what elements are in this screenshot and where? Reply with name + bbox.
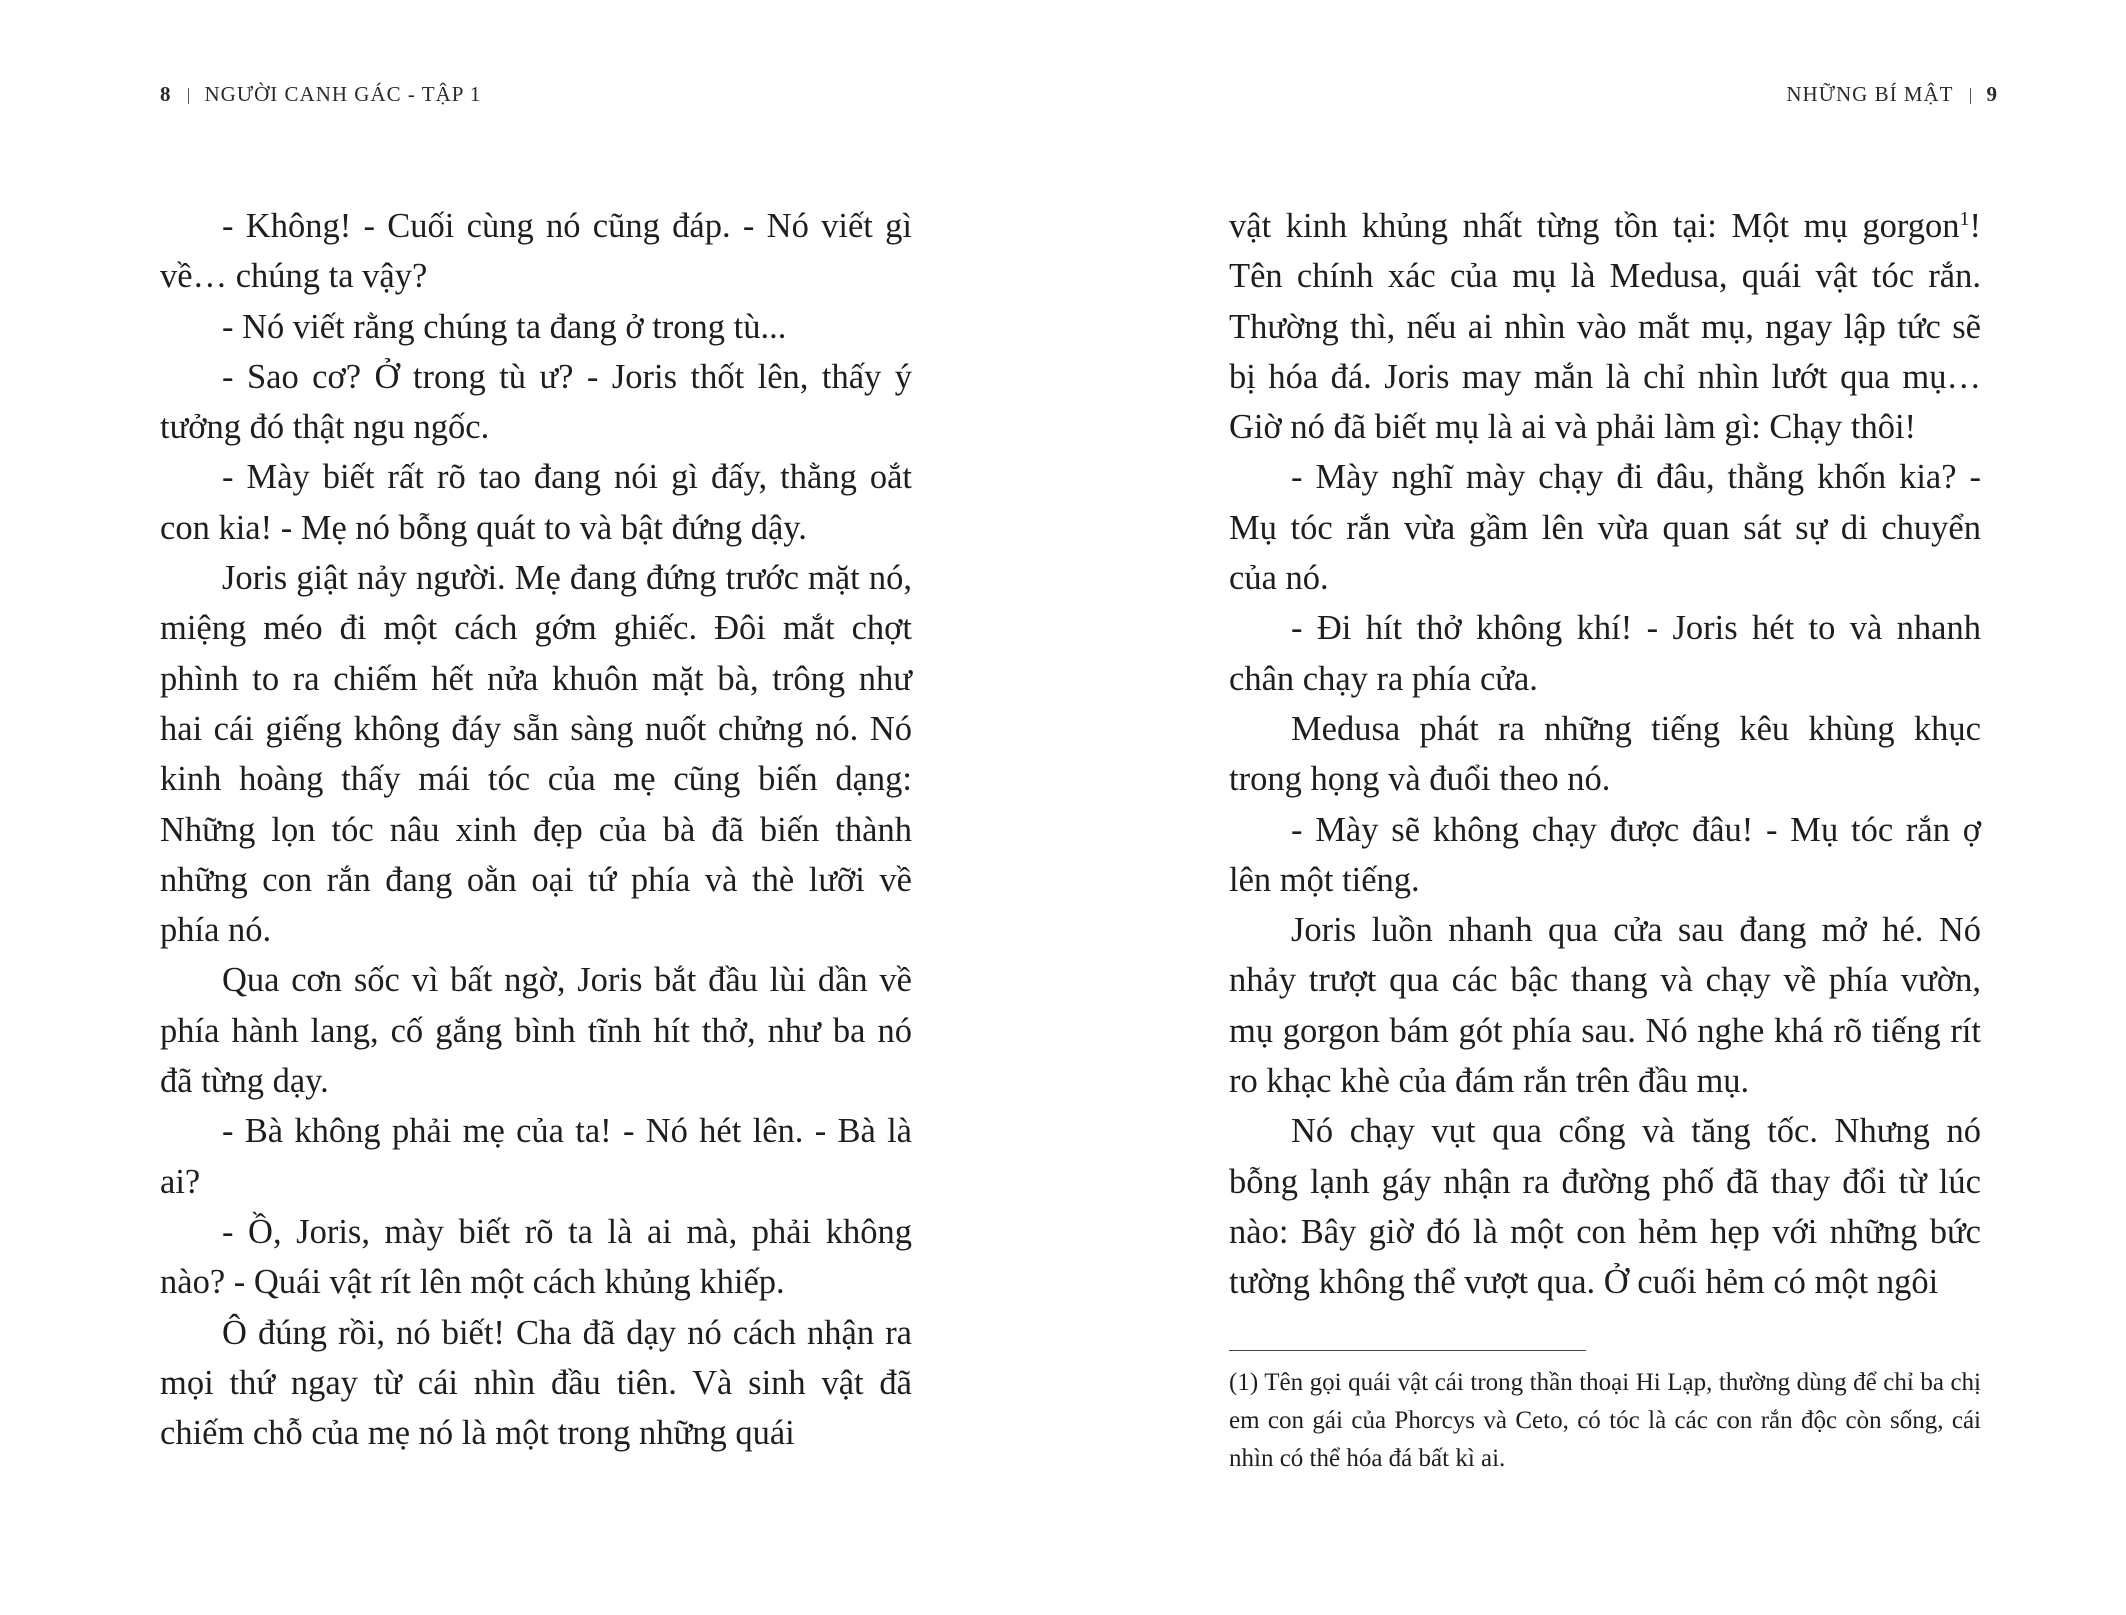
paragraph: - Mày biết rất rõ tao đang nói gì đấy, thằng oắt con kia! - Mẹ nó bỗng quát to và bật đứng dậy. [160, 458, 912, 547]
paragraph: - Bà không phải mẹ của ta! - Nó hét lên. - Bà là ai? [160, 1112, 912, 1201]
paragraph: Medusa phát ra những tiếng kêu khùng khục trong họng và đuổi theo nó. [1229, 709, 1981, 799]
paragraph: Qua cơn sốc vì bất ngờ, Joris bắt đầu lùi dần về phía hành lang, cố gắng bình tĩnh hít thở, như ba nó đã từng dạy. [160, 961, 912, 1101]
book-title: NGƯỜI CANH GÁC - TẬP 1 [204, 82, 482, 106]
paragraph: Ô đúng rồi, nó biết! Cha đã dạy nó cách nhận ra mọi thứ ngay từ cái nhìn đầu tiên. Và sinh vật đã chiếm chỗ của mẹ nó là một trong những quái [160, 1313, 912, 1453]
paragraph: - Mày sẽ không chạy được đâu! - Mụ tóc rắn ợ lên một tiếng. [1229, 810, 1981, 899]
continued-text: ! Tên chính xác của mụ là Medusa, quái vật tóc rắn. Thường thì, nếu ai nhìn vào mắt mụ, ngay lập tức sẽ bị hóa đá. Joris may mắn là chỉ nhìn lướt qua mụ… Giờ nó đã biết mụ là ai và phải làm gì: Chạy thôi! [1229, 207, 1981, 447]
paragraph: Nó chạy vụt qua cổng và tăng tốc. Nhưng nó bỗng lạnh gáy nhận ra đường phố đã thay đổi từ lúc nào: Bây giờ đó là một con hẻm hẹp với những bức tường không thể vượt qua. Ở cuối hẻm có một ngôi [1229, 1112, 1981, 1302]
continued-paragraph [1229, 201, 1981, 452]
header-divider [1970, 88, 1971, 104]
right-running-head [1786, 82, 1998, 107]
chapter-title: NHỮNG BÍ MẬT [1786, 82, 1954, 106]
continued-text: vật kinh khủng nhất từng tồn tại: Một mụ gorgon [1229, 207, 1960, 245]
paragraph: - Mày nghĩ mày chạy đi đâu, thằng khốn kia? - Mụ tóc rắn vừa gầm lên vừa quan sát sự di chuyển của nó. [1229, 458, 1981, 598]
paragraph: Joris giật nảy người. Mẹ đang đứng trước mặt nó, miệng méo đi một cách gớm ghiếc. Đôi mắt chợt phình to ra chiếm hết nửa khuôn mặt bà, trông như hai cái giếng không đáy sẵn sàng nuốt chửng nó. Nó kinh hoàng thấy mái tóc của mẹ cũng biến dạng: Những lọn tóc nâu xinh đẹp của bà đã biến thành những con rắn đang oằn oại tứ phía và thè lưỡi về phía nó. [160, 559, 912, 950]
left-body-text [160, 201, 912, 1458]
footnote-rule [1229, 1350, 1586, 1351]
right-body-text [1229, 201, 1981, 1308]
paragraph: Joris luồn nhanh qua cửa sau đang mở hé. Nó nhảy trượt qua các bậc thang và chạy về phía vườn, mụ gorgon bám gót phía sau. Nó nghe khá rõ tiếng rít ro khạc khè của đám rắn trên đầu mụ. [1229, 911, 1981, 1101]
right-page [1063, 0, 2126, 1615]
footnote-text: (1) Tên gọi quái vật cái trong thần thoại Hi Lạp, thường dùng để chỉ ba chị em con gái của Phorcys và Ceto, có tóc là các con rắn độc còn sống, cái nhìn có thể hóa đá bất kì ai. [1229, 1369, 1981, 1472]
paragraph: - Đi hít thở không khí! - Joris hét to và nhanh chân chạy ra phía cửa. [1229, 609, 1981, 698]
paragraph: - Nó viết rằng chúng ta đang ở trong tù... [222, 307, 787, 346]
footnote-reference: 1 [1959, 208, 1970, 230]
paragraph: - Không! - Cuối cùng nó cũng đáp. - Nó viết gì về… chúng ta vậy? [160, 207, 912, 296]
paragraph: - Sao cơ? Ở trong tù ư? - Joris thốt lên, thấy ý tưởng đó thật ngu ngốc. [160, 357, 912, 447]
footnote [1229, 1364, 1981, 1478]
left-running-head [160, 82, 481, 107]
right-page-number: 9 [1986, 82, 1998, 106]
header-divider [188, 88, 189, 104]
paragraph: - Ồ, Joris, mày biết rõ ta là ai mà, phải không nào? - Quái vật rít lên một cách khủng khiếp. [160, 1212, 912, 1302]
left-page-number: 8 [160, 82, 172, 106]
